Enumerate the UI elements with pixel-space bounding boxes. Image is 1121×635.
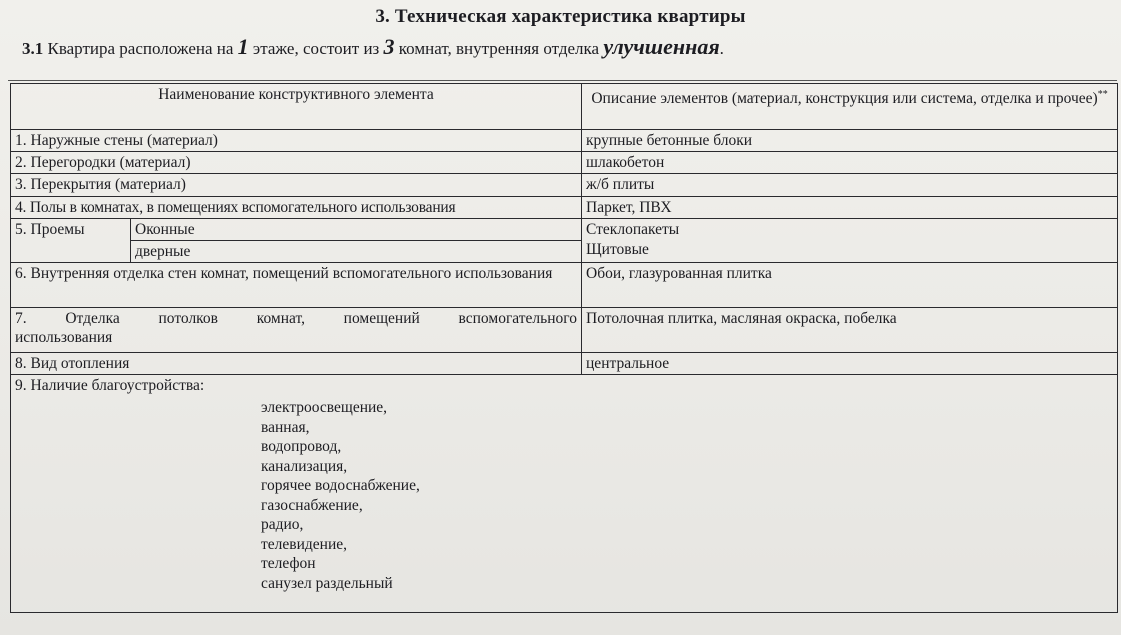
row-value: ж/б плиты xyxy=(582,174,1118,197)
row-name: 2. Перегородки (материал) xyxy=(11,152,582,174)
amenities-cell xyxy=(11,375,1118,613)
openings-door-value: Щитовые xyxy=(586,241,649,258)
summary-finish: улучшенная xyxy=(603,34,720,59)
table-row xyxy=(11,130,1118,152)
openings-window-value: Стеклопакеты xyxy=(586,221,680,238)
section-title: 3. Техническая характеристика квартиры xyxy=(375,6,746,27)
row-name: 3. Перекрытия (материал) xyxy=(11,174,582,197)
summary-floor: 1 xyxy=(237,34,249,59)
list-item: канализация, xyxy=(261,457,348,475)
list-item: радио, xyxy=(261,516,304,533)
table-header-row xyxy=(11,84,1118,130)
list-item: горячее водоснабжение, xyxy=(261,477,420,494)
header-footnote-mark: ** xyxy=(1097,89,1108,100)
list-item: санузел раздельный xyxy=(261,574,393,592)
header-left: Наименование конструктивного элемента xyxy=(11,84,582,130)
table-row xyxy=(11,174,1118,197)
row-value: шлакобетон xyxy=(582,152,1118,174)
row-value: Обои, глазурованная плитка xyxy=(582,263,1118,308)
table-row-openings xyxy=(11,219,1118,241)
row-value: Паркет, ПВХ xyxy=(582,197,1118,219)
amenities-list xyxy=(15,395,1113,593)
table-row xyxy=(11,197,1118,219)
table-row xyxy=(11,308,1118,353)
divider xyxy=(8,80,1117,81)
row-name: 4. Полы в комнатах, в помещениях вспомогательного использования xyxy=(11,197,582,219)
openings-values xyxy=(582,219,1118,263)
table-row xyxy=(11,353,1118,375)
list-item: ванная, xyxy=(261,418,310,436)
list-item: газоснабжение, xyxy=(261,496,363,514)
summary-rooms: 3 xyxy=(383,34,395,59)
row-name: 6. Внутренняя отделка стен комнат, помещений вспомогательного использования xyxy=(11,263,582,308)
row-name: 8. Вид отопления xyxy=(11,353,582,375)
row-value: крупные бетонные блоки xyxy=(582,130,1118,152)
list-item: водопровод, xyxy=(261,438,342,455)
list-item: телевидение, xyxy=(261,535,347,553)
row-value: Потолочная плитка, масляная окраска, побелка xyxy=(582,308,1118,353)
summary-end: . xyxy=(719,39,724,58)
summary-text-3: комнат, внутренняя отделка xyxy=(394,39,604,58)
header-right xyxy=(582,84,1118,130)
openings-window-label: Оконные xyxy=(131,219,582,241)
amenities-title: 9. Наличие благоустройства: xyxy=(15,377,205,394)
list-item: телефон xyxy=(261,555,316,572)
table-row xyxy=(11,263,1118,308)
row-value: центральное xyxy=(582,353,1118,375)
list-item: электроосвещение, xyxy=(261,399,388,416)
openings-name: 5. Проемы xyxy=(11,219,131,263)
spec-table xyxy=(10,83,1118,613)
table-row-amenities xyxy=(11,375,1118,613)
row-name: 1. Наружные стены (материал) xyxy=(11,130,582,152)
openings-door-label: дверные xyxy=(131,241,582,263)
summary-number: 3.1 xyxy=(22,39,44,58)
summary-text-1: Квартира расположена на xyxy=(43,39,238,58)
row-name: 7. Отделка потолков комнат, помещений вспомогательного использования xyxy=(11,308,582,353)
header-right-text: Описание элементов (материал, конструкция или система, отделка и прочее) xyxy=(591,90,1098,108)
table-row xyxy=(11,152,1118,174)
summary-text-2: этаже, состоит из xyxy=(248,39,384,58)
apartment-summary xyxy=(22,34,724,60)
